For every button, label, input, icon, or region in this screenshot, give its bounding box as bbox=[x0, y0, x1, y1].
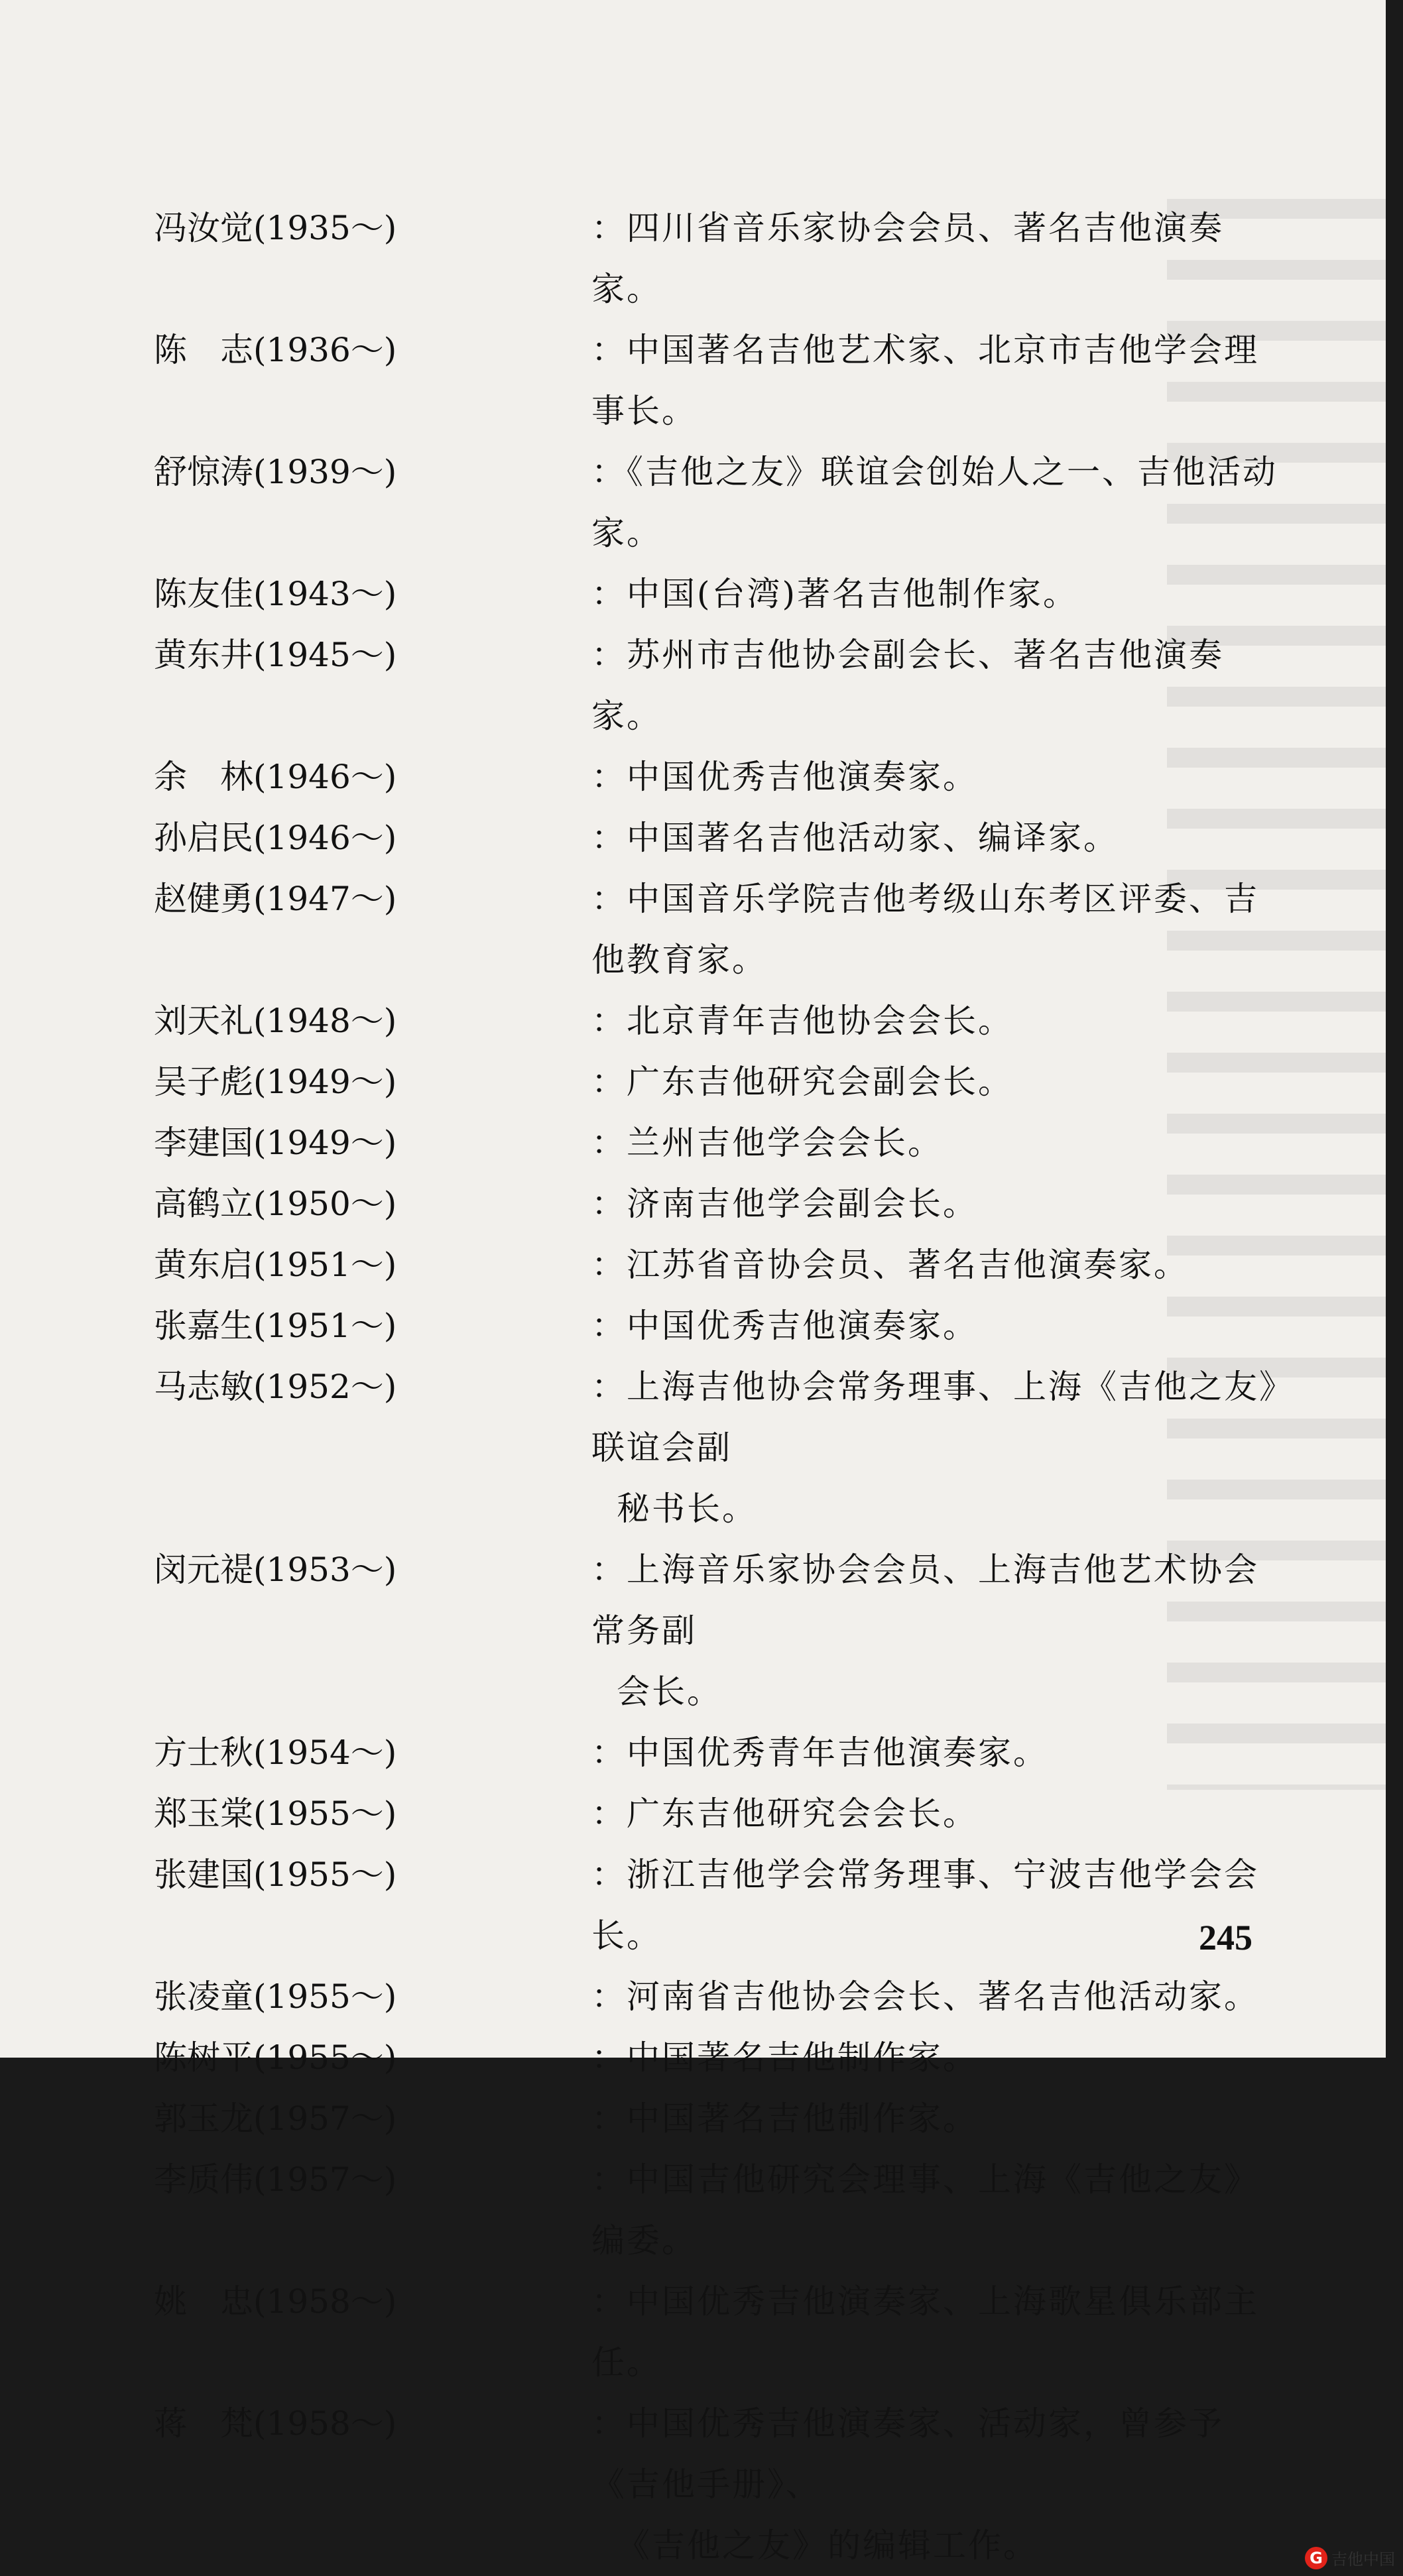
watermark-text: 吉他中国 bbox=[1331, 2550, 1395, 2569]
entry-description bbox=[591, 807, 1281, 868]
entry-description bbox=[591, 1844, 1281, 1966]
entry-description-line: ：中国优秀吉他演奏家、上海歌星俱乐部主任。 bbox=[591, 2282, 1259, 2382]
entry-row bbox=[154, 1722, 1281, 1783]
entry-description bbox=[591, 2393, 1281, 2576]
entry-description bbox=[591, 1356, 1281, 1539]
entry-row bbox=[154, 441, 1281, 563]
entry-description bbox=[591, 1966, 1281, 2027]
entry-row bbox=[154, 990, 1281, 1051]
entry-description bbox=[591, 2027, 1281, 2088]
entry-row bbox=[154, 1234, 1281, 1295]
entry-name: 闵元禔(1953～) bbox=[154, 1551, 397, 1589]
entry-description-line: ：广东吉他研究会副会长。 bbox=[591, 1063, 1013, 1101]
entry-description-line: ：江苏省音协会员、著名吉他演奏家。 bbox=[591, 1246, 1189, 1284]
entry-description bbox=[591, 2271, 1281, 2393]
guitar-china-logo-icon: G bbox=[1305, 2547, 1327, 2569]
entry-description bbox=[591, 1051, 1281, 1112]
entry-description bbox=[591, 441, 1281, 563]
entry-description-line: ：中国吉他研究会理事、上海《吉他之友》编委。 bbox=[591, 2160, 1259, 2260]
entry-description bbox=[591, 2088, 1281, 2149]
entry-name: 姚 忠(1958～) bbox=[154, 2282, 397, 2321]
entry-description bbox=[591, 1234, 1281, 1295]
entry-description-continuation: 《吉他之友》的编辑工作。 bbox=[617, 2526, 1038, 2565]
entry-row bbox=[154, 2149, 1281, 2271]
entry-name: 刘天礼(1948～) bbox=[154, 1002, 397, 1040]
entry-description bbox=[591, 1539, 1281, 1722]
entry-row bbox=[154, 1295, 1281, 1356]
entry-description bbox=[591, 746, 1281, 807]
entry-name: 郭玉龙(1957～) bbox=[154, 2099, 397, 2138]
entry-description-continuation: 会长。 bbox=[617, 1672, 722, 1711]
entry-name: 马志敏(1952～) bbox=[154, 1368, 397, 1406]
entry-description-line: ：中国优秀吉他演奏家。 bbox=[591, 758, 978, 796]
entry-name: 冯汝觉(1935～) bbox=[154, 209, 397, 247]
entry-description-continuation: 秘书长。 bbox=[617, 1490, 757, 1528]
entry-description bbox=[591, 1783, 1281, 1844]
entry-row bbox=[154, 2027, 1281, 2088]
entry-description-line: ：河南省吉他协会会长、著名吉他活动家。 bbox=[591, 1977, 1259, 2016]
entry-description-line: ：中国优秀吉他演奏家、活动家，曾参予《吉他手册》、 bbox=[591, 2404, 1224, 2504]
entry-name: 蒋 梵(1958～) bbox=[154, 2404, 397, 2443]
entry-name: 余 林(1946～) bbox=[154, 758, 397, 796]
entry-row bbox=[154, 1783, 1281, 1844]
entry-description-line: ：《吉他之友》联谊会创始人之一、吉他活动家。 bbox=[591, 453, 1278, 552]
entry-row bbox=[154, 563, 1281, 624]
entry-description bbox=[591, 868, 1281, 990]
entry-description-line: ：上海吉他协会常务理事、上海《吉他之友》联谊会副 bbox=[591, 1368, 1278, 1467]
entry-row bbox=[154, 2088, 1281, 2149]
entry-name: 黄东启(1951～) bbox=[154, 1246, 397, 1284]
entry-description bbox=[591, 198, 1281, 320]
entry-description-line: ：广东吉他研究会会长。 bbox=[591, 1794, 978, 1833]
entry-name: 黄东井(1945～) bbox=[154, 636, 397, 674]
entry-name: 李建国(1949～) bbox=[154, 1124, 397, 1162]
entry-description bbox=[591, 563, 1281, 624]
entry-name: 陈 志(1936～) bbox=[154, 331, 397, 369]
entry-name: 方士秋(1954～) bbox=[154, 1733, 397, 1772]
entry-row bbox=[154, 320, 1281, 441]
entry-description-line: ：中国著名吉他艺术家、北京市吉他学会理事长。 bbox=[591, 331, 1259, 430]
entry-description-line: ：中国著名吉他活动家、编译家。 bbox=[591, 819, 1119, 857]
entry-name: 郑玉棠(1955～) bbox=[154, 1794, 397, 1833]
entry-description-line: ：中国音乐学院吉他考级山东考区评委、吉他教育家。 bbox=[591, 880, 1259, 979]
entry-description-line: ：中国优秀吉他演奏家。 bbox=[591, 1307, 978, 1345]
entry-description-line: ：四川省音乐家协会会员、著名吉他演奏家。 bbox=[591, 209, 1224, 308]
entry-description bbox=[591, 624, 1281, 746]
entry-description-line: ：济南吉他学会副会长。 bbox=[591, 1185, 978, 1223]
entry-name: 陈树平(1955～) bbox=[154, 2038, 397, 2077]
entry-description bbox=[591, 1295, 1281, 1356]
entry-row bbox=[154, 807, 1281, 868]
entry-name: 赵健勇(1947～) bbox=[154, 880, 397, 918]
entry-description bbox=[591, 320, 1281, 441]
entry-description-line: ：中国(台湾)著名吉他制作家。 bbox=[591, 575, 1079, 613]
entry-row bbox=[154, 624, 1281, 746]
entry-name: 李质伟(1957～) bbox=[154, 2160, 397, 2199]
entry-name: 孙启民(1946～) bbox=[154, 819, 397, 857]
entry-list bbox=[154, 198, 1281, 2576]
entry-row bbox=[154, 1112, 1281, 1173]
entry-row bbox=[154, 1356, 1281, 1539]
entry-name: 吴子彪(1949～) bbox=[154, 1063, 397, 1101]
entry-row bbox=[154, 2271, 1281, 2393]
entry-description-line: ：北京青年吉他协会会长。 bbox=[591, 1002, 1013, 1040]
entry-row bbox=[154, 1966, 1281, 2027]
entry-description bbox=[591, 1722, 1281, 1783]
entry-name: 高鹤立(1950～) bbox=[154, 1185, 397, 1223]
entry-description-line: ：中国著名吉他制作家。 bbox=[591, 2038, 978, 2077]
entry-description bbox=[591, 990, 1281, 1051]
page-number: 245 bbox=[1199, 1918, 1252, 1958]
entry-description-line: ：浙江吉他学会常务理事、宁波吉他学会会长。 bbox=[591, 1855, 1259, 1955]
entry-description bbox=[591, 2149, 1281, 2271]
entry-name: 张嘉生(1951～) bbox=[154, 1307, 397, 1345]
watermark bbox=[1305, 2546, 1395, 2569]
entry-description-line: ：苏州市吉他协会副会长、著名吉他演奏家。 bbox=[591, 636, 1224, 735]
entry-row bbox=[154, 1539, 1281, 1722]
entry-row bbox=[154, 2393, 1281, 2576]
entry-description-line: ：上海音乐家协会会员、上海吉他艺术协会常务副 bbox=[591, 1551, 1259, 1650]
entry-description-line: ：中国著名吉他制作家。 bbox=[591, 2099, 978, 2138]
entry-row bbox=[154, 1844, 1281, 1966]
entry-name: 张建国(1955～) bbox=[154, 1855, 397, 1894]
entry-description bbox=[591, 1173, 1281, 1234]
entry-name: 张凌童(1955～) bbox=[154, 1977, 397, 2016]
entry-description bbox=[591, 1112, 1281, 1173]
entry-description-line: ：兰州吉他学会会长。 bbox=[591, 1124, 943, 1162]
entry-name: 陈友佳(1943～) bbox=[154, 575, 397, 613]
entry-row bbox=[154, 746, 1281, 807]
entry-row bbox=[154, 198, 1281, 320]
entry-name: 舒惊涛(1939～) bbox=[154, 453, 397, 491]
entry-row bbox=[154, 868, 1281, 990]
entry-row bbox=[154, 1173, 1281, 1234]
entry-description-line: ：中国优秀青年吉他演奏家。 bbox=[591, 1733, 1048, 1772]
entry-row bbox=[154, 1051, 1281, 1112]
